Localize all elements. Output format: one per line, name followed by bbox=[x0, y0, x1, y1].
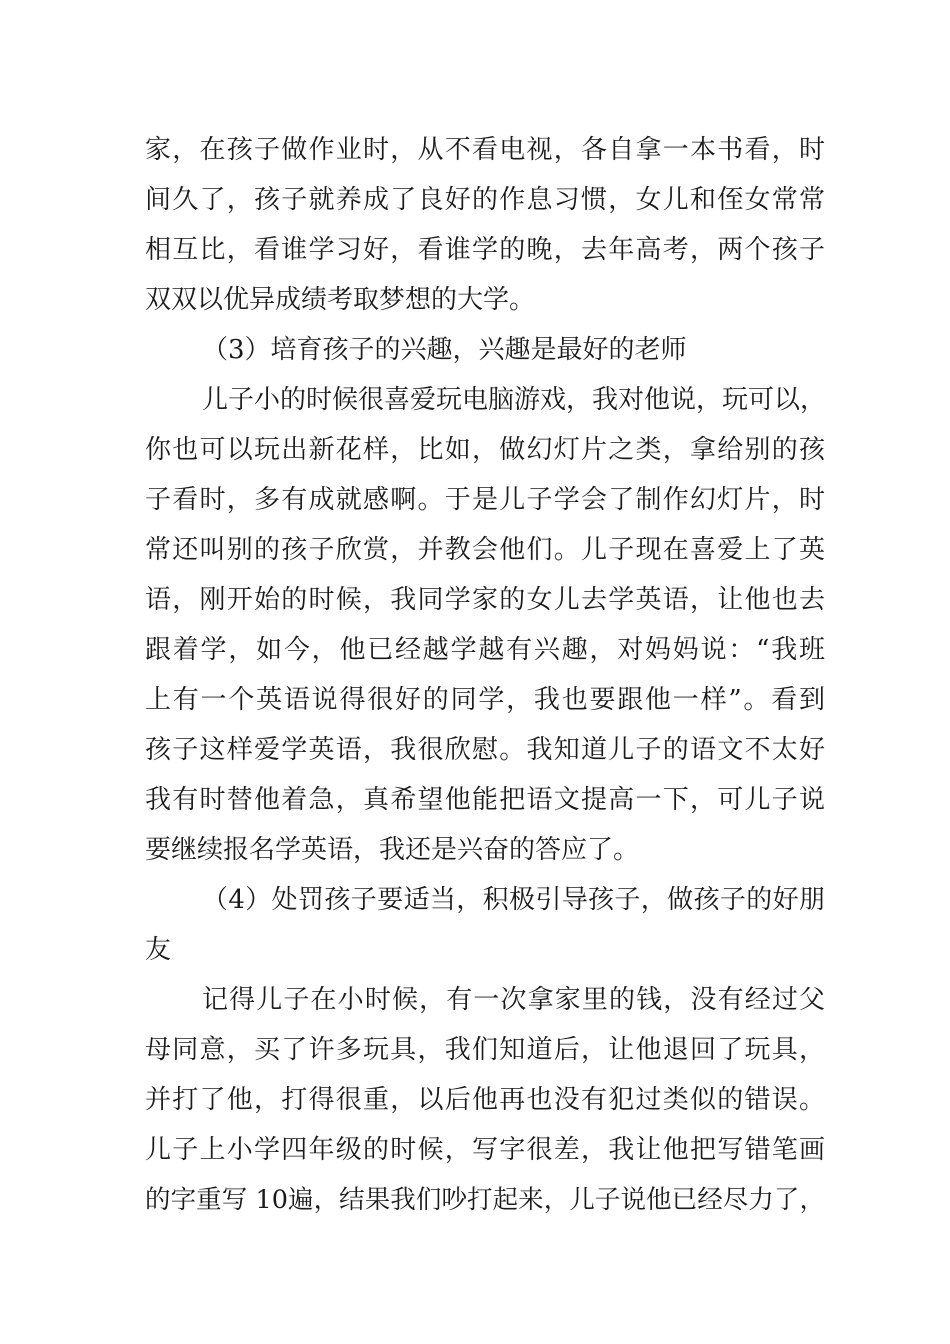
text-line: 我有时替他着急，真希望他能把语文提高一下，可儿子说 bbox=[145, 785, 825, 815]
text-line: 上有一个英语说得很好的同学，我也要跟他一样”。看到 bbox=[145, 685, 825, 715]
text-line: 要继续报名学英语，我还是兴奋的答应了。 bbox=[145, 835, 640, 865]
text-line: 的字重写 10遍，结果我们吵打起来，儿子说他已经尽力了， bbox=[145, 1185, 825, 1215]
text-line: 并打了他，打得很重，以后他再也没有犯过类似的错误。 bbox=[145, 1085, 825, 1115]
section-heading-4: （4）处罚孩子要适当，积极引导孩子，做孩子的好朋 bbox=[202, 885, 825, 915]
text-line: 儿子上小学四年级的时候，写字很差，我让他把写错笔画 bbox=[145, 1135, 825, 1165]
text-line: 儿子小的时候很喜爱玩电脑游戏，我对他说，玩可以， bbox=[202, 385, 827, 415]
text-line: 你也可以玩出新花样，比如，做幻灯片之类，拿给别的孩 bbox=[145, 435, 825, 465]
text-line: 间久了，孩子就养成了良好的作息习惯，女儿和侄女常常 bbox=[145, 185, 825, 215]
text-line: 子看时，多有成就感啊。于是儿子学会了制作幻灯片，时 bbox=[145, 485, 825, 515]
text-line: 常还叫别的孩子欣赏，并教会他们。儿子现在喜爱上了英 bbox=[145, 535, 825, 565]
text-line: 家，在孩子做作业时，从不看电视，各自拿一本书看，时 bbox=[145, 135, 825, 165]
text-line: 母同意，买了许多玩具，我们知道后，让他退回了玩具， bbox=[145, 1035, 825, 1065]
text-line: 相互比，看谁学习好，看谁学的晚，去年高考，两个孩子 bbox=[145, 235, 825, 265]
text-line: 记得儿子在小时候，有一次拿家里的钱，没有经过父 bbox=[202, 985, 825, 1015]
text-line: 跟着学，如今，他已经越学越有兴趣，对妈妈说：“我班 bbox=[145, 635, 825, 665]
section-heading-4-continued: 友 bbox=[145, 935, 172, 965]
text-line: 双双以优异成绩考取梦想的大学。 bbox=[145, 285, 536, 315]
section-heading-3: （3）培育孩子的兴趣，兴趣是最好的老师 bbox=[202, 335, 687, 365]
text-line: 语，刚开始的时候，我同学家的女儿去学英语，让他也去 bbox=[145, 585, 825, 615]
text-line: 孩子这样爱学英语，我很欣慰。我知道儿子的语文不太好 bbox=[145, 735, 825, 765]
